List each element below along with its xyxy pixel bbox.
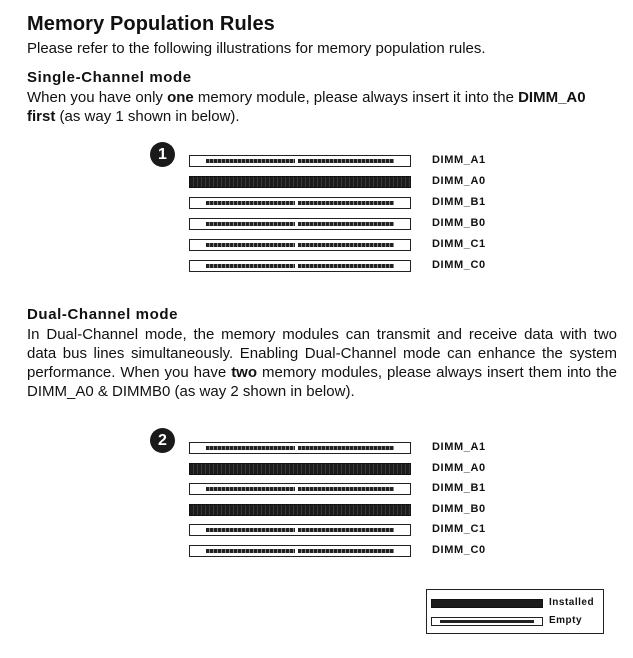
legend-empty-swatch: [431, 617, 543, 626]
dimm-slot-label: DIMM_B1: [432, 482, 486, 494]
legend: [426, 589, 604, 634]
dual-channel-heading: Dual-Channel mode: [27, 306, 179, 323]
dimm-slot: [189, 239, 411, 251]
dimm-slot: [189, 155, 411, 167]
dimm-slot-label: DIMM_A0: [432, 461, 486, 474]
dimm-slot: [189, 442, 411, 454]
dimm-slot: [189, 197, 411, 209]
dimm-slot: [189, 218, 411, 230]
dimm-slot: [189, 463, 411, 475]
intro-text: Please refer to the following illustrations for memory population rules.: [27, 40, 486, 57]
legend-installed-label: Installed: [549, 597, 595, 608]
dimm-slot-label: DIMM_C0: [432, 543, 486, 556]
way-2-badge: 2: [150, 428, 175, 453]
dimm-slot-label: DIMM_C0: [432, 259, 486, 271]
dimm-slot: [189, 524, 411, 536]
dimm-slot-label: DIMM_B0: [432, 502, 486, 515]
dimm-slot: [189, 260, 411, 272]
legend-empty-label: Empty: [549, 615, 583, 626]
dimm-slot-label: DIMM_A0: [432, 175, 486, 187]
dimm-slot-label: DIMM_C1: [432, 238, 486, 250]
dimm-slot-label: DIMM_B1: [432, 196, 486, 208]
dimm-slot: [189, 545, 411, 557]
dimm-slot: [189, 504, 411, 516]
dual-channel-text: In Dual-Channel mode, the memory modules can transmit and receive data with two data bus lines simultaneously. Enabling Dual-Channel mode can enhance the system performance. When you have two memory modules, please always insert them into the DIMM_A0 & DIMMB0 (as way 2 shown in below).: [27, 326, 617, 400]
dimm-slot-label: DIMM_C1: [432, 523, 486, 535]
dimm-slot: [189, 483, 411, 495]
dimm-slot-label: DIMM_A1: [432, 441, 486, 453]
way-1-badge: 1: [150, 142, 175, 167]
legend-installed-swatch: [431, 599, 543, 608]
dimm-slot: [189, 176, 411, 188]
dimm-slot-label: DIMM_A1: [432, 154, 486, 166]
single-channel-heading: Single-Channel mode: [27, 69, 192, 86]
dimm-slot-label: DIMM_B0: [432, 217, 486, 229]
single-channel-text: When you have only one memory module, please always insert it into the DIMM_A0 first (as way 1 shown in below).: [27, 89, 586, 125]
page-title: Memory Population Rules: [27, 13, 275, 35]
